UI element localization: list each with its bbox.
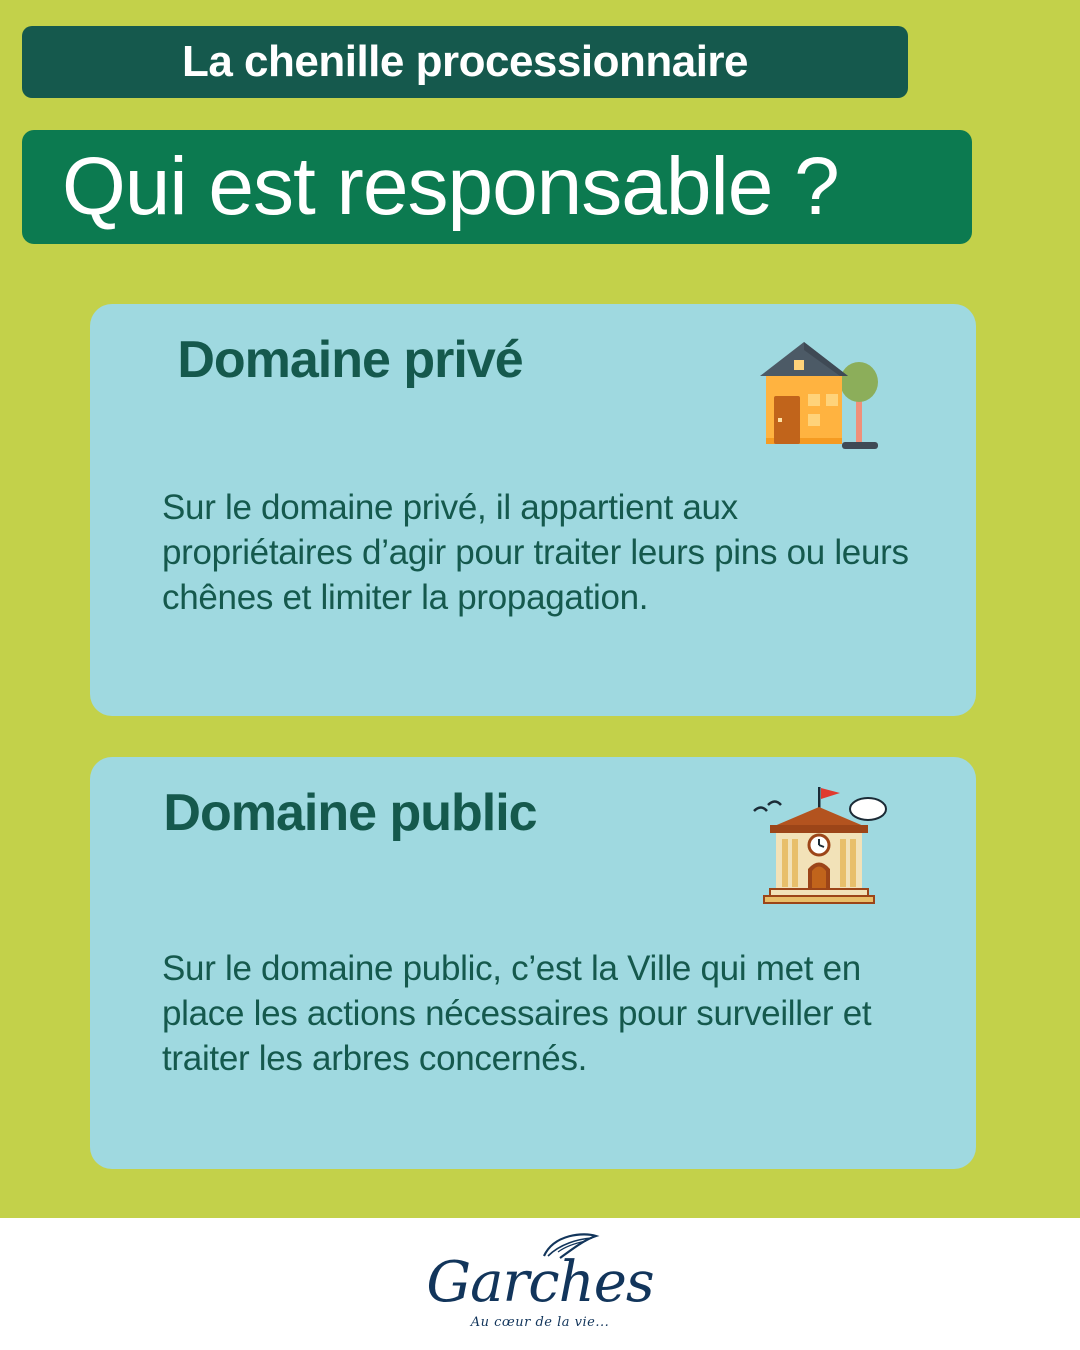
card-title: Domaine privé xyxy=(177,331,523,389)
page-title: Qui est responsable ? xyxy=(62,141,839,232)
title-banner xyxy=(22,130,972,244)
logo-wordmark: Garches xyxy=(426,1250,654,1315)
card-header xyxy=(90,304,976,464)
house-with-tree-icon xyxy=(744,330,894,460)
footer xyxy=(0,1218,1080,1350)
card-header xyxy=(90,757,976,917)
card-domaine-prive xyxy=(90,304,976,716)
kicker-label: La chenille processionnaire xyxy=(181,37,749,86)
card-domaine-public xyxy=(90,757,976,1169)
card-body: Sur le domaine public, c’est la Ville qui met en place les actions nécessaires pour surveiller et traiter les arbres concernés. xyxy=(162,949,872,1078)
town-hall-building-icon xyxy=(744,783,894,913)
card-body: Sur le domaine privé, il appartient aux propriétaires d’agir pour traiter leurs pins ou leurs chênes et limiter la propagation. xyxy=(162,488,909,617)
kicker-banner xyxy=(22,26,908,98)
garches-logo xyxy=(390,1232,690,1336)
logo-tagline: Au cœur de la vie... xyxy=(470,1315,610,1330)
card-title: Domaine public xyxy=(163,784,537,842)
